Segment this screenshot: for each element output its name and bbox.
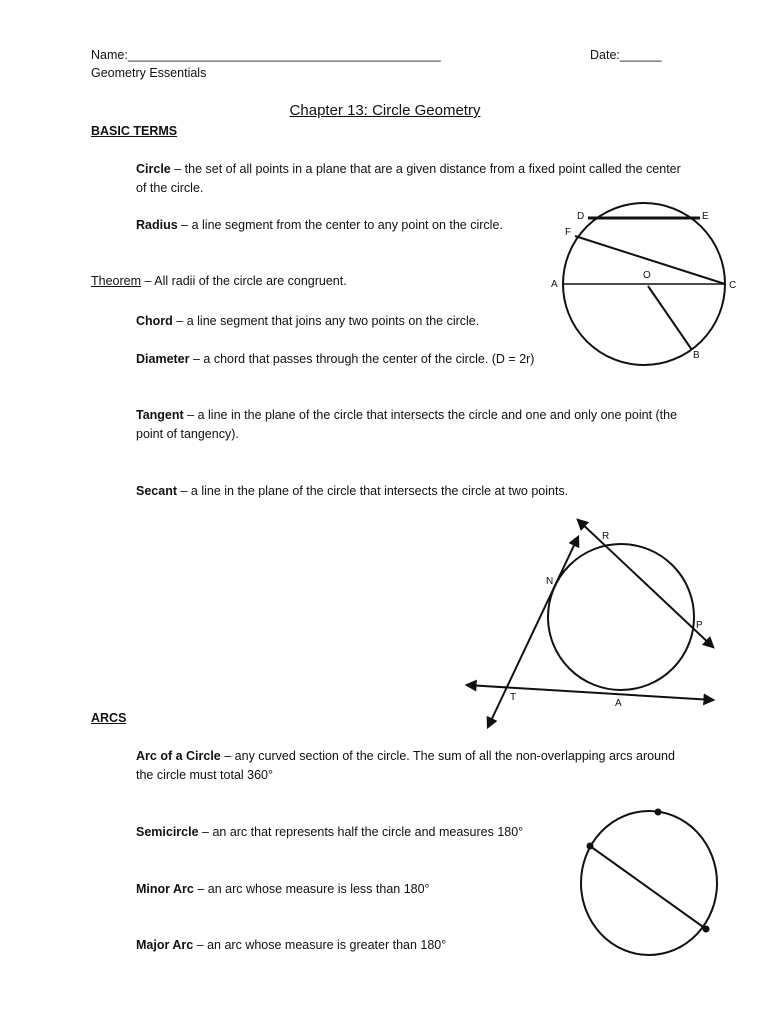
label-a2: A [615, 698, 622, 709]
secant-text: – a line in the plane of the circle that intersects the circle at two points. [177, 484, 569, 498]
chord-text: – a line segment that joins any two points on the circle. [172, 314, 480, 328]
secant-term: Secant [136, 484, 177, 498]
major-arc-term: Major Arc [136, 938, 194, 952]
radius-text: – a line segment from the center to any point on the circle. [177, 218, 503, 232]
radius-term: Radius [136, 218, 178, 232]
circle-text: – the set of all points in a plane that are a given distance from a fixed point called the center of the circle. [136, 162, 681, 195]
label-f: F [565, 227, 572, 238]
major-arc-text: – an arc whose measure is greater than 180° [193, 938, 447, 952]
figure3-chord [590, 846, 706, 929]
arc-text: – any curved section of the circle. The sum of all the non-overlapping arcs around the circle must total 360° [136, 749, 675, 782]
diameter-text: – a chord that passes through the center of the circle. (D = 2r) [189, 352, 535, 366]
arc-point-1 [587, 843, 594, 850]
label-d: D [577, 211, 585, 222]
radius-ob [648, 286, 692, 350]
label-n: N [546, 576, 554, 587]
minor-arc-text: – an arc whose measure is less than 180° [193, 882, 430, 896]
theorem-text: – All radii of the circle are congruent. [141, 274, 347, 288]
label-p: P [696, 620, 703, 631]
theorem-term: Theorem [91, 274, 142, 288]
circle-term: Circle [136, 162, 171, 176]
page-title: Chapter 13: Circle Geometry [289, 102, 481, 119]
figure2-circle [548, 544, 694, 690]
arc-term: Arc of a Circle [136, 749, 221, 763]
diameter-term: Diameter [136, 352, 190, 366]
arcs-heading: ARCS [91, 711, 127, 725]
label-a: A [551, 279, 558, 290]
label-e: E [702, 211, 709, 222]
basic-terms-heading: BASIC TERMS [91, 124, 178, 138]
date-field: Date:______ [590, 48, 662, 62]
course-name: Geometry Essentials [91, 66, 207, 80]
label-r: R [602, 531, 610, 542]
tangent-text: – a line in the plane of the circle that intersects the circle and one and only one point (the point of tangency). [136, 408, 678, 441]
tangent-term: Tangent [136, 408, 184, 422]
arcs-figure [581, 811, 717, 955]
figure3-circle [581, 811, 717, 955]
circle-terms-figure [563, 203, 725, 365]
arc-point-3 [655, 809, 662, 816]
label-o: O [643, 270, 651, 281]
minor-arc-term: Minor Arc [136, 882, 194, 896]
semicircle-term: Semicircle [136, 825, 199, 839]
chord-term: Chord [136, 314, 173, 328]
arc-point-2 [703, 926, 710, 933]
tangent-secant-figure [467, 520, 713, 727]
name-field: Name:_____________________________________________ [91, 48, 441, 62]
label-t: T [510, 692, 517, 703]
label-c: C [729, 280, 737, 291]
secant-line [578, 520, 713, 647]
label-b: B [693, 350, 700, 361]
tangent-line-n [488, 537, 578, 727]
semicircle-text: – an arc that represents half the circle and measures 180° [198, 825, 524, 839]
